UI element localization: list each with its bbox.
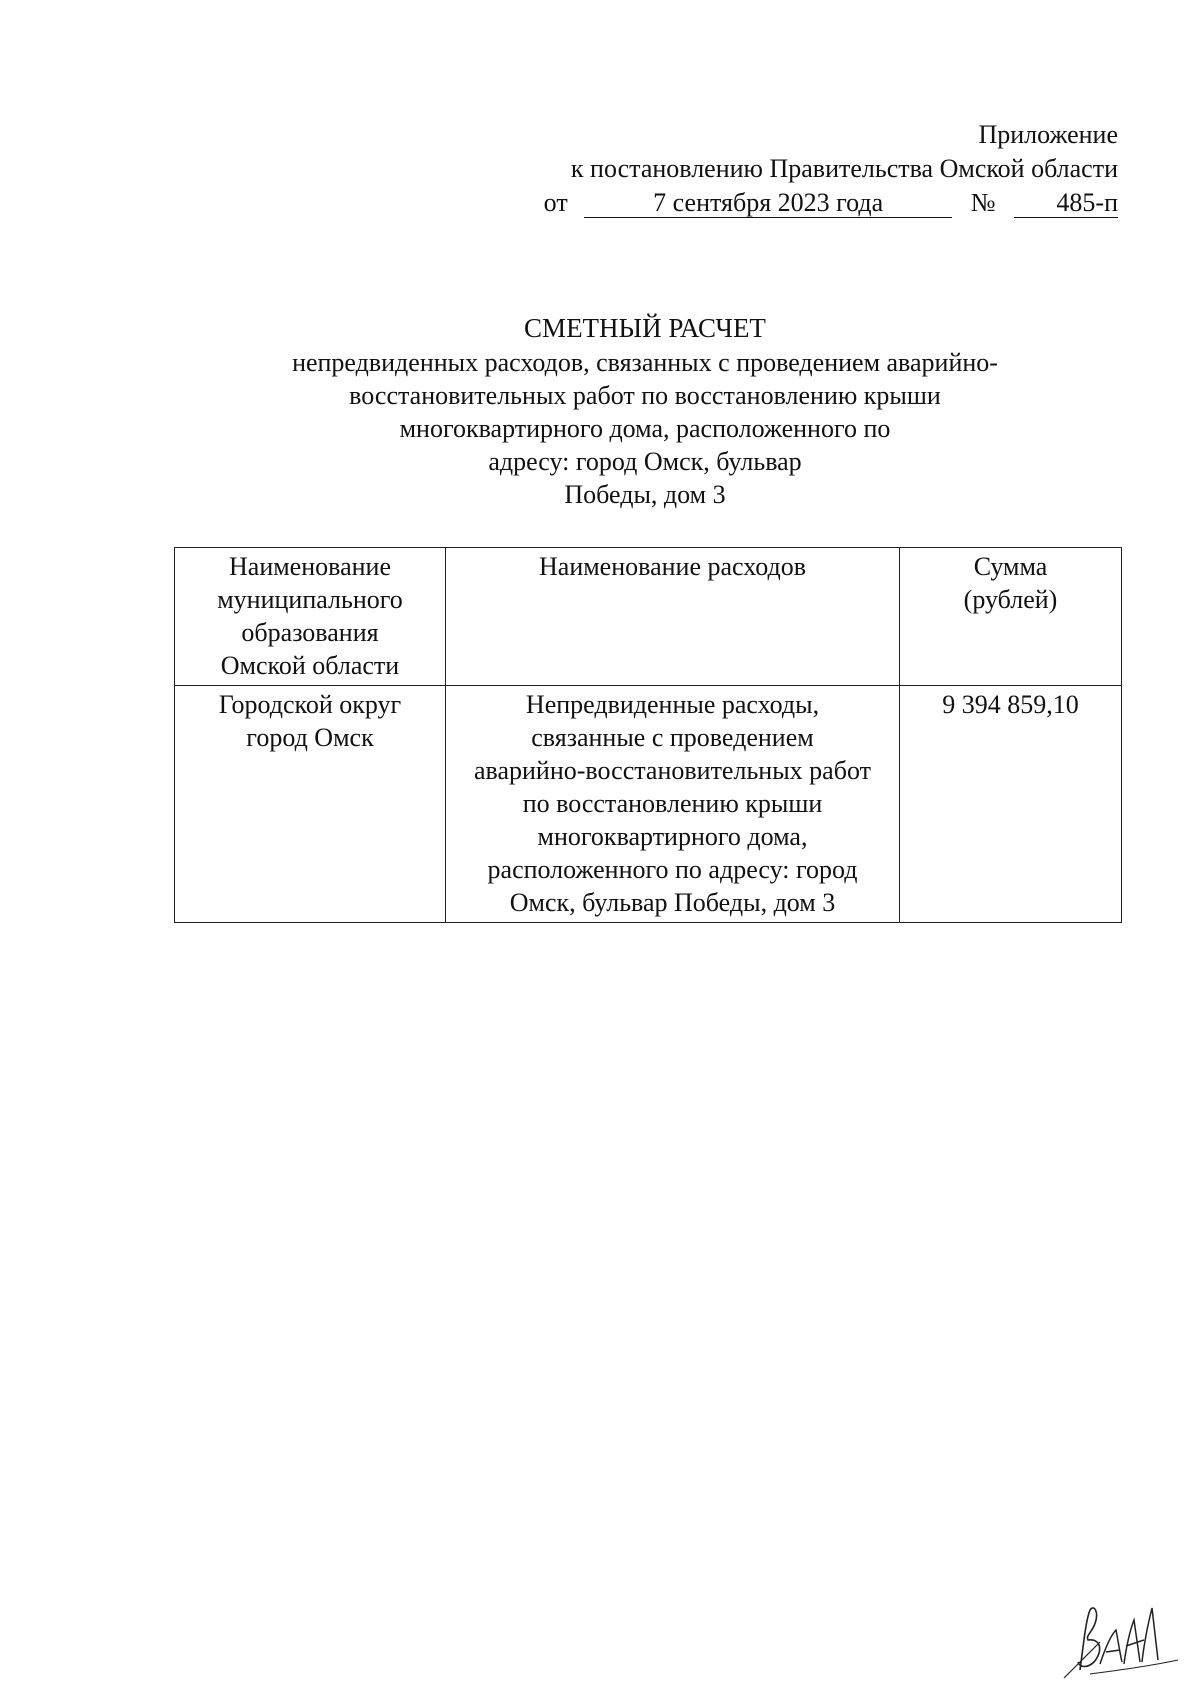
amount-value: 9 394 859,10 xyxy=(942,690,1079,719)
cell-line: аварийно-восстановительных работ xyxy=(474,756,871,785)
cell-line: по восстановлению крыши xyxy=(522,789,823,818)
table-header-row xyxy=(175,548,1122,686)
cell-line: Городской округ xyxy=(218,690,402,719)
estimate-table xyxy=(174,547,1122,923)
title-subline: адресу: город Омск, бульвар xyxy=(488,447,802,476)
header-line: Омской области xyxy=(220,651,400,680)
document-title xyxy=(170,312,1120,511)
cell-expense xyxy=(446,686,900,923)
appendix-header xyxy=(418,118,1118,220)
cell-line: Омск, бульвар Победы, дом 3 xyxy=(509,888,836,917)
title-subline: Победы, дом 3 xyxy=(564,480,726,509)
header-line: Наименование расходов xyxy=(539,552,806,581)
cell-line: многоквартирного дома, xyxy=(537,822,808,851)
header-line: образования xyxy=(241,618,379,647)
signature-svg xyxy=(1060,1600,1180,1680)
appendix-title: Приложение xyxy=(978,120,1118,149)
cell-line: расположенного по адресу: город xyxy=(487,855,858,884)
cell-municipality xyxy=(175,686,446,923)
header-line: (рублей) xyxy=(963,585,1058,614)
header-municipality xyxy=(175,548,446,686)
title-subline: восстановительных работ по восстановлению крыши xyxy=(349,381,941,410)
cell-line: город Омск xyxy=(246,723,374,752)
header-expense xyxy=(446,548,900,686)
decree-date: 7 сентября 2023 года xyxy=(584,189,952,218)
cell-line: Непредвиденные расходы, xyxy=(525,690,820,719)
number-label: № xyxy=(970,188,996,217)
title-subline: непредвиденных расходов, связанных с проведением аварийно- xyxy=(292,348,998,377)
decree-number: 485-п xyxy=(1014,189,1118,218)
title-main: СМЕТНЫЙ РАСЧЕТ xyxy=(524,313,766,343)
appendix-decree: к постановлению Правительства Омской области xyxy=(570,154,1118,183)
handwritten-signature-icon xyxy=(1060,1600,1180,1680)
header-amount xyxy=(900,548,1122,686)
cell-amount xyxy=(900,686,1122,923)
title-subline: многоквартирного дома, расположенного по xyxy=(399,414,891,443)
table-row xyxy=(175,686,1122,923)
appendix-date-line xyxy=(418,186,1118,220)
cell-line: связанные с проведением xyxy=(531,723,814,752)
header-line: Сумма xyxy=(973,552,1048,581)
header-line: Наименование xyxy=(229,552,391,581)
header-line: муниципального xyxy=(217,585,403,614)
from-label: от xyxy=(543,188,568,217)
